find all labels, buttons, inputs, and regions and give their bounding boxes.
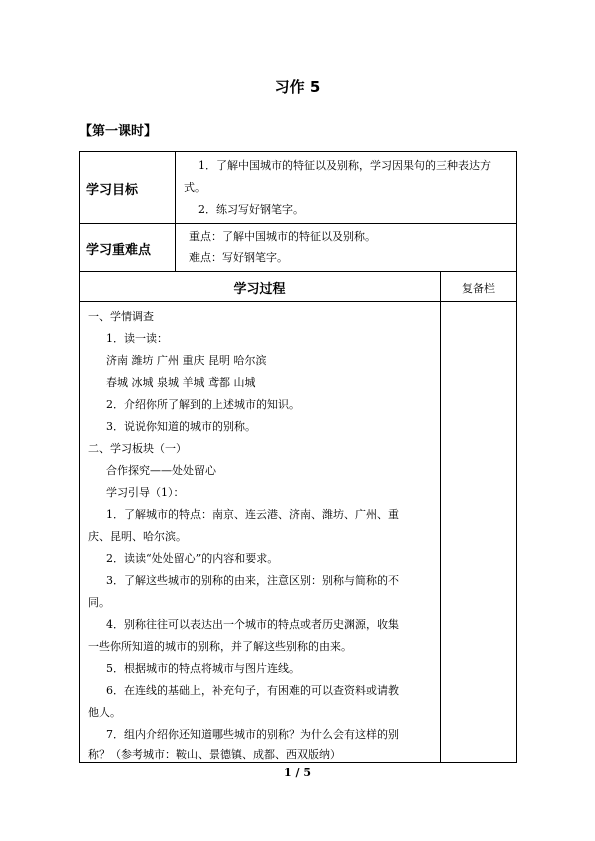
process-header: 学习过程 <box>233 282 286 297</box>
process-line: 济南 潍坊 广州 重庆 昆明 哈尔滨 <box>106 354 267 367</box>
process-line: 合作探究——处处留心 <box>106 464 216 477</box>
process-line: 2．读读“处处留心”的内容和要求。 <box>106 552 279 565</box>
side-column-divider <box>440 271 441 763</box>
side-column-header: 复备栏 <box>462 282 495 295</box>
keypoints-label: 学习重难点 <box>86 243 152 258</box>
document-title: 习作 5 <box>274 78 321 96</box>
process-line: 4．别称往往可以表达出一个城市的特点或者历史渊源，收集 <box>106 618 399 631</box>
keypoints-line: 难点：写好钢笔字。 <box>189 251 288 264</box>
goals-line: 2．练习写好钢笔字。 <box>198 203 304 216</box>
process-line: 学习引导（1）： <box>106 486 185 499</box>
process-line: 称？（参考城市：鞍山、景德镇、成都、西双版纳） <box>88 748 341 761</box>
process-line: 3．说说你知道的城市的别称。 <box>106 420 256 433</box>
row-divider-keypoints <box>79 271 517 272</box>
process-line: 6．在连线的基础上，补充句子，有困难的可以查资料或请教 <box>106 684 399 697</box>
process-line: 5．根据城市的特点将城市与图片连线。 <box>106 662 300 675</box>
process-line: 同。 <box>88 596 110 609</box>
goals-label: 学习目标 <box>86 183 139 198</box>
goals-line: 1．了解中国城市的特征以及别称，学习因果句的三种表达方 <box>198 159 491 172</box>
process-line: 7．组内介绍你还知道哪些城市的别称？为什么会有这样的别 <box>106 728 399 741</box>
keypoints-line: 重点：了解中国城市的特征以及别称。 <box>189 230 376 243</box>
process-line: 2．介绍你所了解到的上述城市的知识。 <box>106 398 300 411</box>
row-divider-goals <box>79 223 517 224</box>
goals-line: 式。 <box>184 181 206 194</box>
process-line: 一些你所知道的城市的别称，并了解这些别称的由来。 <box>88 640 352 653</box>
process-line: 二、学习板块（一） <box>88 442 187 455</box>
process-line: 1．了解城市的特点：南京、连云港、济南、潍坊、广州、重 <box>106 508 399 521</box>
page-number: 1 / 5 <box>284 766 311 779</box>
lesson-heading: 【第一课时】 <box>79 124 158 139</box>
process-line: 春城 冰城 泉城 羊城 鸢都 山城 <box>106 376 256 389</box>
row-divider-process-header <box>79 301 517 302</box>
process-line: 庆、昆明、哈尔滨。 <box>88 530 187 543</box>
process-line: 一、学情调查 <box>88 310 154 323</box>
process-line: 他人。 <box>88 706 121 719</box>
process-line: 3．了解这些城市的别称的由来，注意区别：别称与简称的不 <box>106 574 399 587</box>
process-line: 1．读一读： <box>106 332 168 345</box>
label-column-divider <box>175 151 176 271</box>
